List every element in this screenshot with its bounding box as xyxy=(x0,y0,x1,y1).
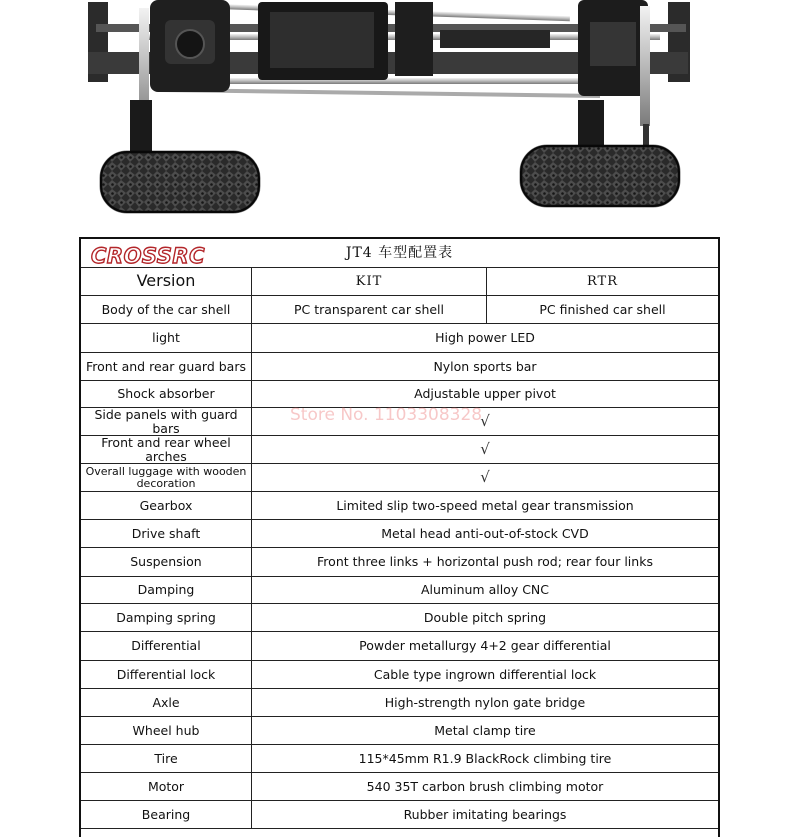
table-row xyxy=(81,353,718,381)
table-row xyxy=(81,577,718,604)
row-label: Motor xyxy=(81,773,252,800)
row-label: Differential xyxy=(81,632,252,660)
table-row xyxy=(81,492,718,520)
row-label: Front and rear guard bars xyxy=(81,353,252,380)
body-row xyxy=(81,296,718,324)
table-row xyxy=(81,408,718,436)
version-label: Version xyxy=(81,268,252,295)
row-value: Front three links + horizontal push rod; rear four links xyxy=(317,554,653,570)
check-mark: √ xyxy=(480,467,490,486)
version-row xyxy=(81,268,718,296)
table-row xyxy=(81,632,718,661)
row-value: High power LED xyxy=(435,330,535,346)
row-label: Damping xyxy=(81,577,252,603)
table-row xyxy=(81,520,718,548)
row-value: 115*45mm R1.9 BlackRock climbing tire xyxy=(358,750,612,766)
row-value: Metal head anti-out-of-stock CVD xyxy=(381,525,589,541)
row-label: Shock absorber xyxy=(81,381,252,407)
row-label: Wheel hub xyxy=(81,717,252,744)
table-row xyxy=(81,604,718,632)
row-label: light xyxy=(81,324,252,352)
body-label: Body of the car shell xyxy=(81,296,252,323)
row-label: Gearbox xyxy=(81,492,252,519)
body-kit-value: PC transparent car shell xyxy=(293,301,445,317)
check-mark: √ xyxy=(480,439,490,458)
row-value: High-strength nylon gate bridge xyxy=(384,694,586,710)
table-row xyxy=(81,436,718,464)
row-label: Axle xyxy=(81,689,252,716)
row-label: Side panels with guard bars xyxy=(81,408,252,435)
body-rtr-value: PC finished car shell xyxy=(486,296,718,323)
table-row xyxy=(81,745,718,773)
table-row xyxy=(81,717,718,745)
table-row xyxy=(81,548,718,577)
table-row xyxy=(81,689,718,717)
svg-text:CROSSRC: CROSSRC xyxy=(91,244,206,267)
row-label: Differential lock xyxy=(81,661,252,688)
crossrc-logo xyxy=(89,243,209,267)
rtr-label: RTR xyxy=(486,268,718,295)
row-value: Powder metallurgy 4+2 gear differential xyxy=(359,638,611,654)
row-value: Metal clamp tire xyxy=(434,722,536,738)
table-title: JT4 车型配置表 xyxy=(345,244,454,261)
kit-label: KIT xyxy=(355,273,383,289)
row-value: Nylon sports bar xyxy=(433,358,537,374)
row-value: Rubber imitating bearings xyxy=(403,806,567,822)
row-value: Adjustable upper pivot xyxy=(414,386,556,402)
row-value: Aluminum alloy CNC xyxy=(420,582,550,598)
check-mark: √ xyxy=(480,411,490,430)
table-row xyxy=(81,464,718,492)
row-label: Bearing xyxy=(81,801,252,828)
row-label: Damping spring xyxy=(81,604,252,631)
row-label: Drive shaft xyxy=(81,520,252,547)
row-value: Limited slip two-speed metal gear transmission xyxy=(336,497,634,513)
row-value: Double pitch spring xyxy=(423,609,547,625)
row-label: Suspension xyxy=(81,548,252,576)
row-label: Overall luggage with wooden decoration xyxy=(81,464,252,491)
chassis-image xyxy=(0,0,800,232)
row-label: Tire xyxy=(81,745,252,772)
table-row xyxy=(81,381,718,408)
table-header-row xyxy=(81,239,718,268)
spec-table xyxy=(79,237,720,837)
table-row xyxy=(81,801,718,829)
store-watermark: Store No. 1103308328 xyxy=(290,405,483,425)
row-label: Front and rear wheel arches xyxy=(81,436,252,463)
table-row xyxy=(81,661,718,689)
table-row xyxy=(81,324,718,353)
row-value: 540 35T carbon brush climbing motor xyxy=(366,778,604,794)
table-row xyxy=(81,773,718,801)
row-value: Cable type ingrown differential lock xyxy=(373,666,597,682)
